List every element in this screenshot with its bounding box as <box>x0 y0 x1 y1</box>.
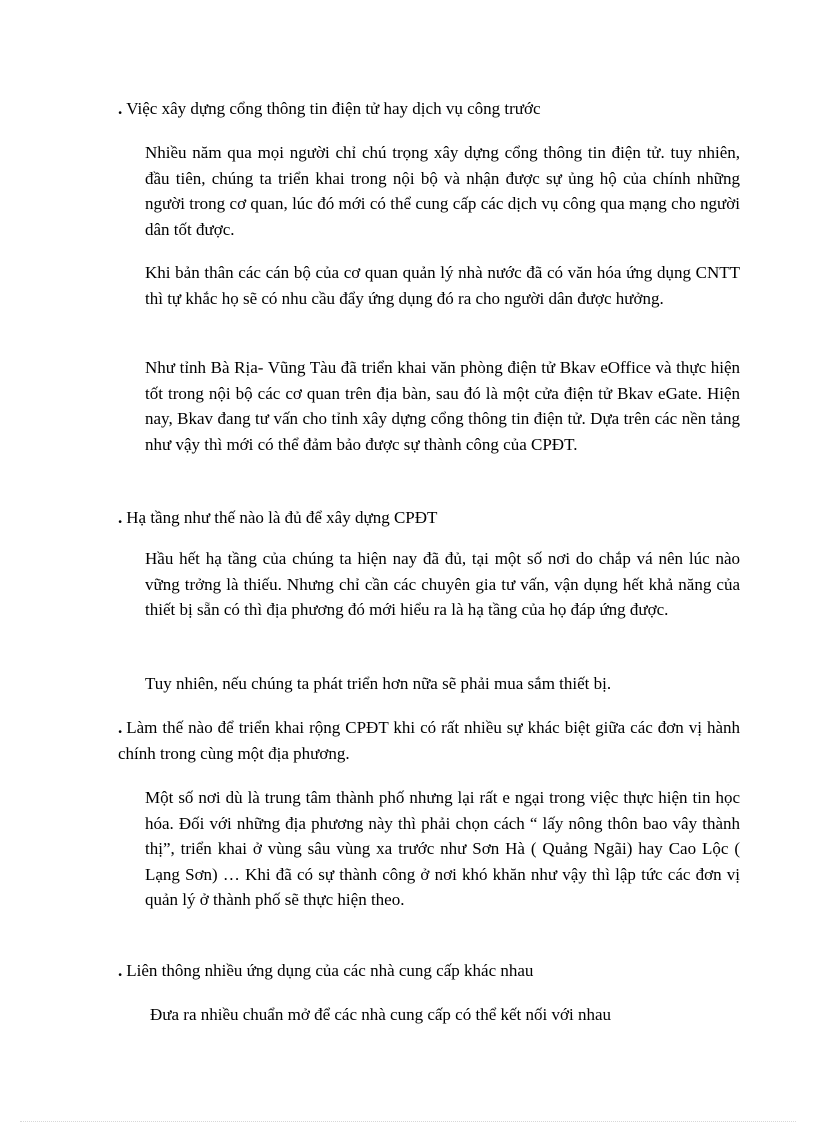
heading-text: Liên thông nhiều ứng dụng của các nhà cung cấp khác nhau <box>126 961 534 980</box>
paragraph: Khi bản thân các cán bộ của cơ quan quản lý nhà nước đã có văn hóa ứng dụng CNTT thì tự khắc họ sẽ có nhu cầu đẩy ứng dụng đó ra cho người dân được hưởng. <box>145 263 740 308</box>
paragraph: Đưa ra nhiều chuẩn mở để các nhà cung cấp có thể kết nối với nhau <box>150 1005 611 1024</box>
heading-text: Hạ tầng như thế nào là đủ để xây dựng CPĐT <box>126 508 438 527</box>
page-bottom-rule <box>20 1121 796 1122</box>
bullet-mark: . <box>118 99 123 118</box>
paragraph: Như tỉnh Bà Rịa- Vũng Tàu đã triển khai văn phòng điện tử Bkav eOffice và thực hiện tốt trong nội bộ các cơ quan trên địa bàn, sau đó là một cửa điện tử Bkav eGate. Hiện nay, Bkav đang tư vấn cho tỉnh xây dựng cổng thông tin điện tử. Dựa trên các nền tảng như vậy thì mới có thể đảm bảo được sự thành công của CPĐT. <box>145 358 740 454</box>
heading-text: Việc xây dựng cổng thông tin điện tử hay dịch vụ công trước <box>126 99 541 118</box>
section-heading <box>118 715 740 767</box>
bullet-mark: . <box>118 508 123 527</box>
paragraph: Tuy nhiên, nếu chúng ta phát triển hơn nữa sẽ phải mua sắm thiết bị. <box>145 674 612 693</box>
paragraph: Hầu hết hạ tầng của chúng ta hiện nay đã đủ, tại một số nơi do chắp vá nên lúc nào vững trởng là thiếu. Nhưng chỉ cần các chuyên gia tư vấn, vận dụng hết khả năng của thiết bị sẵn có thì địa phương đó mới hiểu ra là hạ tầng của họ đáp ứng được. <box>145 549 740 619</box>
bullet-mark: . <box>118 961 123 980</box>
section-heading <box>118 96 740 122</box>
paragraph: Một số nơi dù là trung tâm thành phố nhưng lại rất e ngại trong việc thực hiện tin học hóa. Đối với những địa phương này thì phải chọn cách “ lấy nông thôn bao vây thành thị”, triển khai ở vùng sâu vùng xa trước như Sơn Hà ( Quảng Ngãi) hay Cao Lộc ( Lạng Sơn) … Khi đã có sự thành công ở nơi khó khăn như vậy thì lập tức các đơn vị quản lý ở thành phố sẽ thực hiện theo. <box>145 788 740 909</box>
paragraph: Nhiều năm qua mọi người chỉ chú trọng xây dựng cổng thông tin điện tử. tuy nhiên, đầu tiên, chúng ta triển khai trong nội bộ và nhận được sự ủng hộ của chính những người trong cơ quan, lúc đó mới có thể cung cấp các dịch vụ công qua mạng cho người dân tốt được. <box>145 143 740 239</box>
heading-text: Làm thế nào để triển khai rộng CPĐT khi có rất nhiều sự khác biệt giữa các đơn vị hành chính trong cùng một địa phương. <box>118 718 740 763</box>
section-heading <box>118 958 740 984</box>
bullet-mark: . <box>118 718 123 737</box>
section-heading <box>118 505 740 531</box>
